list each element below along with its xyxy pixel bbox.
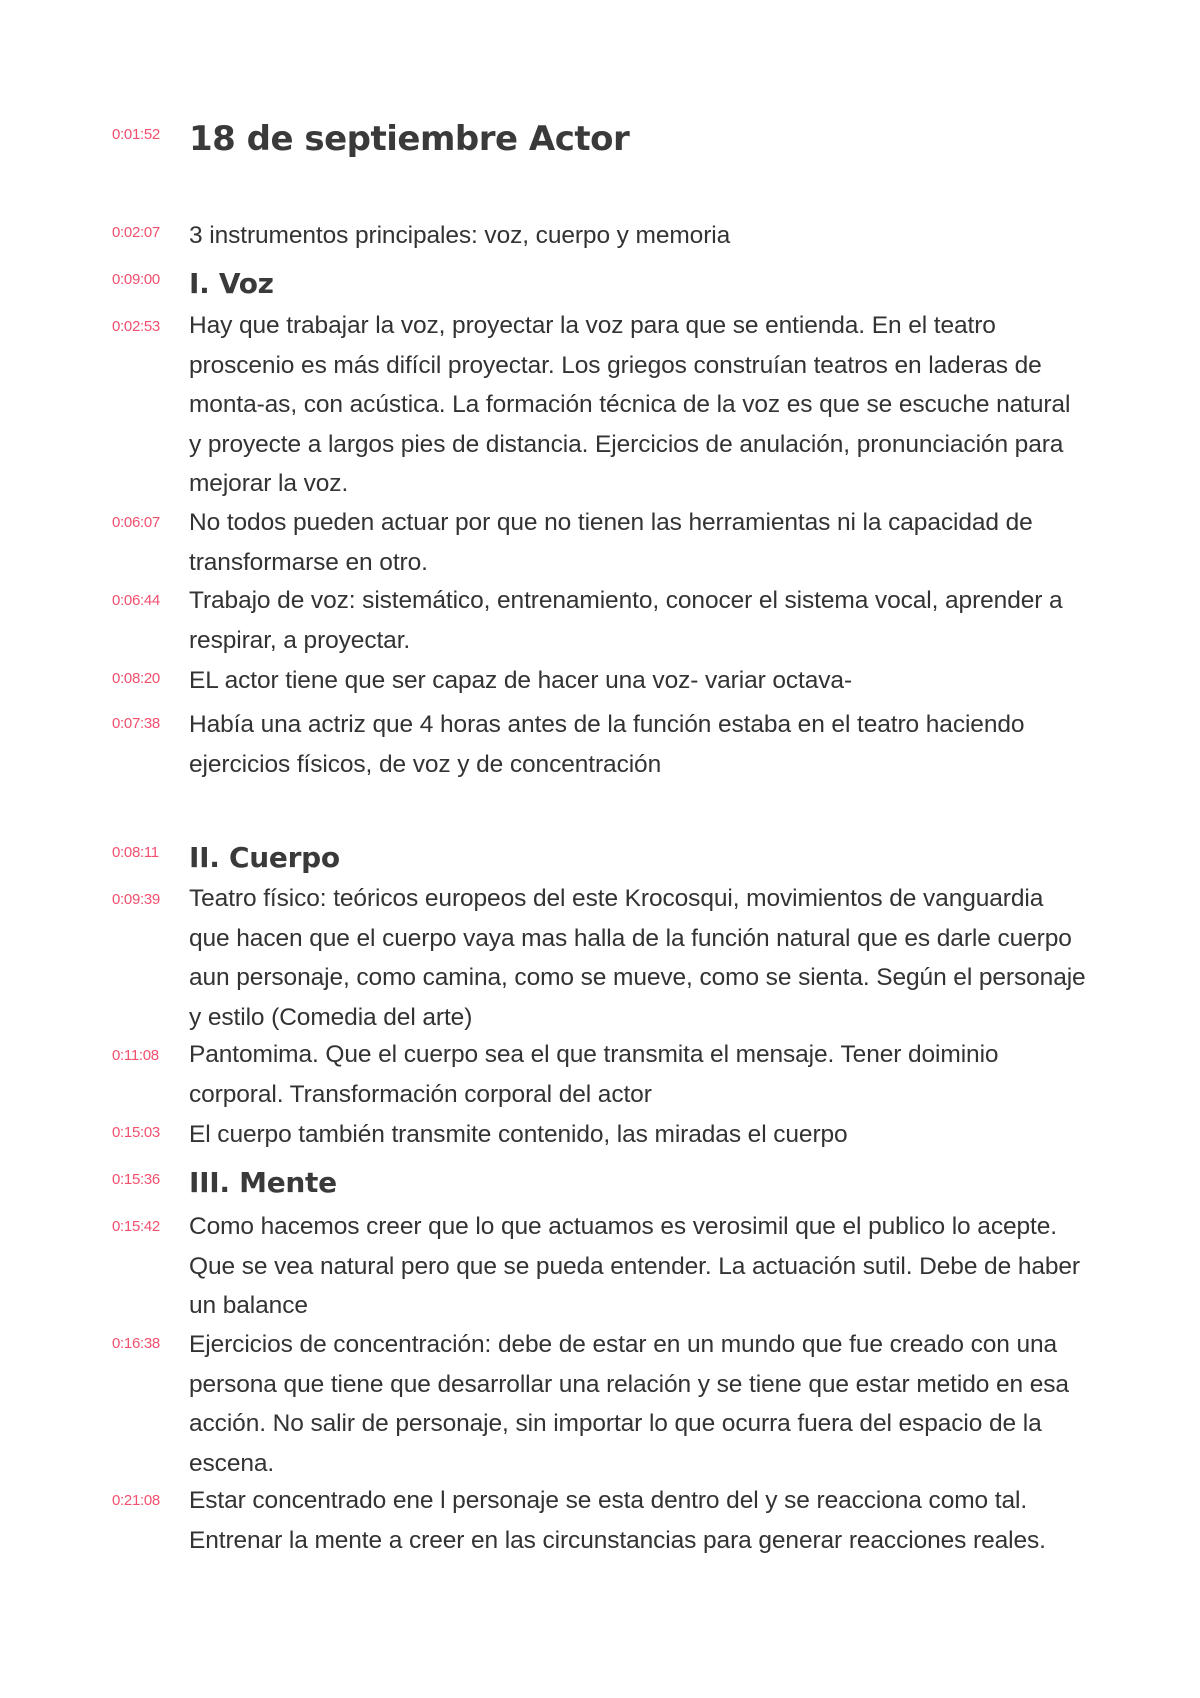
timestamp: 0:09:39 xyxy=(112,891,160,908)
timestamp: 0:15:36 xyxy=(112,1171,160,1188)
section-heading-cuerpo: II. Cuerpo xyxy=(189,841,340,874)
timestamp: 0:07:38 xyxy=(112,715,160,732)
timestamp: 0:06:44 xyxy=(112,592,160,609)
timestamp: 0:08:20 xyxy=(112,670,160,687)
timestamp: 0:11:08 xyxy=(112,1047,159,1064)
note-text: Trabajo de voz: sistemático, entrenamiento, conocer el sistema vocal, aprender a respirar, a proyectar. xyxy=(189,587,1063,654)
timestamp: 0:01:52 xyxy=(112,126,160,143)
note-text: Hay que trabajar la voz, proyectar la voz para que se entienda. En el teatro proscenio es más difícil proyectar. Los griegos construían teatros en laderas de monta-as, con acústica. La formación técnica de la voz es que se escuche natural y proyecte a largos pies de distancia. Ejercicios de anulación, pronunciación para mejorar la voz. xyxy=(189,312,1071,497)
timestamp: 0:16:38 xyxy=(112,1335,160,1352)
timestamp: 0:08:11 xyxy=(112,844,159,861)
timestamp: 0:09:00 xyxy=(112,271,160,288)
note-text: Como hacemos creer que lo que actuamos es verosimil que el publico lo acepte. Que se vea natural pero que se pueda entender. La actuación sutil. Debe de haber un balance xyxy=(189,1213,1080,1319)
note-text: Teatro físico: teóricos europeos del este Krocosqui, movimientos de vanguardia que hacen que el cuerpo vaya mas halla de la función natural que es darle cuerpo aun personaje, como camina, como se mueve, como se sienta. Según el personaje y estilo (Comedia del arte) xyxy=(189,885,1086,1031)
note-text: Había una actriz que 4 horas antes de la función estaba en el teatro haciendo ejercicios físicos, de voz y de concentración xyxy=(189,711,1025,778)
page-title: 18 de septiembre Actor xyxy=(189,119,630,159)
note-text: Ejercicios de concentración: debe de estar en un mundo que fue creado con una persona que tiene que desarrollar una relación y se tiene que estar metido en esa acción. No salir de personaje, sin importar lo que ocurra fuera del espacio de la escena. xyxy=(189,1331,1069,1477)
timestamp: 0:15:42 xyxy=(112,1218,160,1235)
section-heading-mente: III. Mente xyxy=(189,1166,337,1199)
timestamp: 0:21:08 xyxy=(112,1492,160,1509)
timestamp: 0:06:07 xyxy=(112,514,160,531)
note-text: 3 instrumentos principales: voz, cuerpo y memoria xyxy=(189,222,731,249)
note-text: Estar concentrado ene l personaje se esta dentro del y se reacciona como tal. Entrenar la mente a creer en las circunstancias para generar reacciones reales. xyxy=(189,1487,1046,1554)
timestamp: 0:02:07 xyxy=(112,224,160,241)
timestamp: 0:15:03 xyxy=(112,1124,160,1141)
section-heading-voz: I. Voz xyxy=(189,267,274,300)
note-text: No todos pueden actuar por que no tienen las herramientas ni la capacidad de transformarse en otro. xyxy=(189,509,1033,576)
note-text: El cuerpo también transmite contenido, las miradas el cuerpo xyxy=(189,1121,848,1148)
timestamp: 0:02:53 xyxy=(112,318,160,335)
note-text: EL actor tiene que ser capaz de hacer una voz- variar octava- xyxy=(189,667,853,694)
note-text: Pantomima. Que el cuerpo sea el que transmita el mensaje. Tener doiminio corporal. Transformación corporal del actor xyxy=(189,1041,999,1108)
